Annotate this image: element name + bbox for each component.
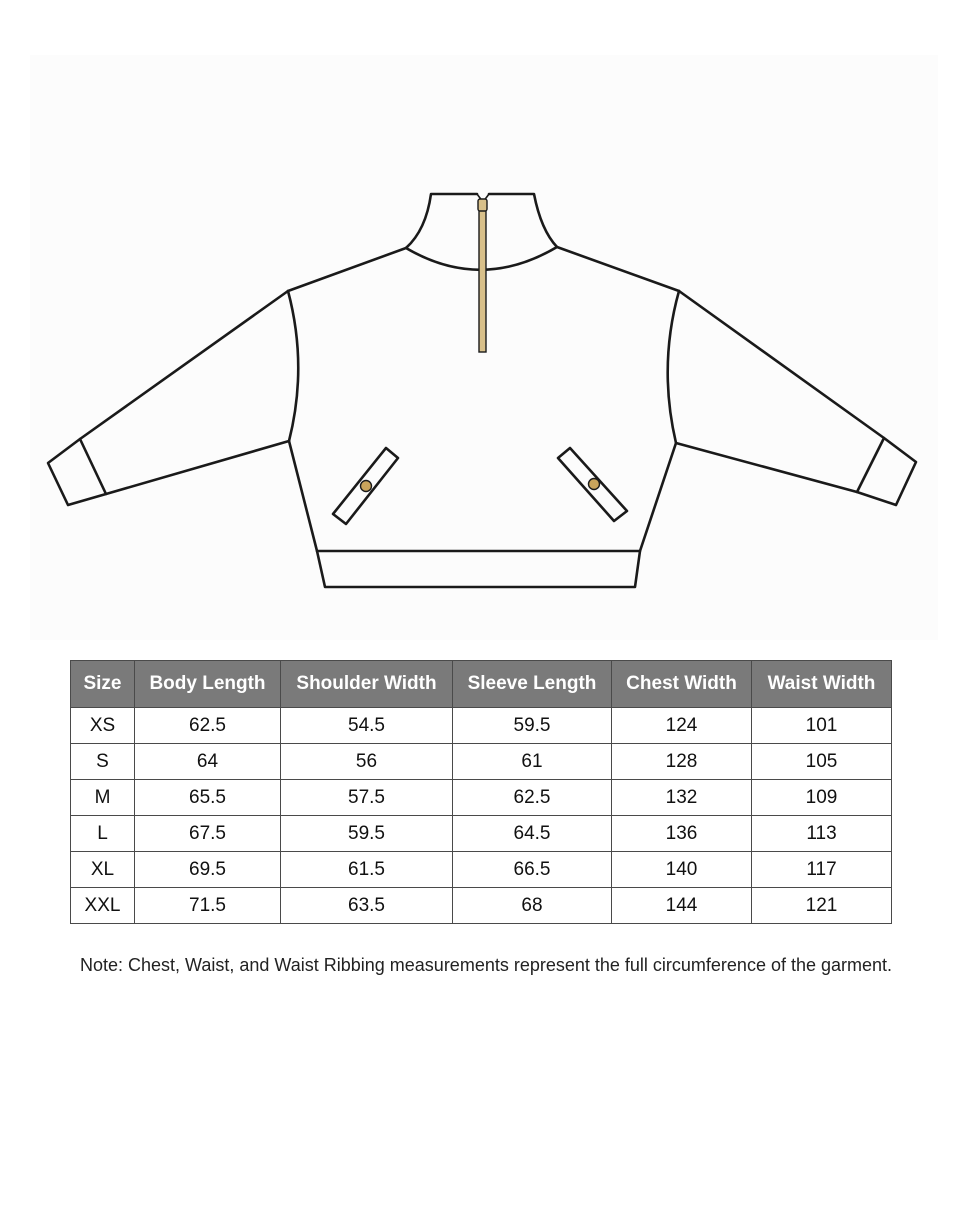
table-row (71, 780, 892, 816)
zipper-icon (477, 194, 489, 352)
right-body-side (640, 443, 676, 551)
cell-chest-width: 140 (612, 852, 752, 888)
cell-waist-width: 117 (752, 852, 892, 888)
size-chart-table (70, 660, 892, 924)
left-shoulder (288, 248, 406, 291)
cell-waist-width: 101 (752, 708, 892, 744)
cell-shoulder-width: 54.5 (281, 708, 453, 744)
cell-sleeve-length: 62.5 (453, 780, 612, 816)
cell-chest-width: 124 (612, 708, 752, 744)
left-sleeve-bottom (106, 441, 289, 494)
cell-size: L (71, 816, 135, 852)
cell-shoulder-width: 63.5 (281, 888, 453, 924)
cell-body-length: 64 (135, 744, 281, 780)
cell-body-length: 65.5 (135, 780, 281, 816)
cell-sleeve-length: 64.5 (453, 816, 612, 852)
left-body-side (289, 441, 317, 551)
left-sleeve-top (80, 291, 288, 439)
header-sleeve-length: Sleeve Length (453, 661, 612, 708)
cell-body-length: 71.5 (135, 888, 281, 924)
cell-shoulder-width: 59.5 (281, 816, 453, 852)
right-sleeve-bottom (676, 443, 857, 492)
header-shoulder-width: Shoulder Width (281, 661, 453, 708)
measurement-note: Note: Chest, Waist, and Waist Ribbing measurements represent the full circumference of the garment. (80, 955, 893, 975)
cell-sleeve-length: 59.5 (453, 708, 612, 744)
cell-body-length: 62.5 (135, 708, 281, 744)
cell-body-length: 69.5 (135, 852, 281, 888)
table-row (71, 744, 892, 780)
cell-size: XXL (71, 888, 135, 924)
right-shoulder (557, 247, 679, 291)
header-size: Size (71, 661, 135, 708)
table-row (71, 888, 892, 924)
cell-shoulder-width: 56 (281, 744, 453, 780)
cell-shoulder-width: 57.5 (281, 780, 453, 816)
table-row (71, 708, 892, 744)
left-pocket-button-icon (361, 481, 372, 492)
right-armhole (668, 291, 679, 443)
cell-waist-width: 109 (752, 780, 892, 816)
cell-waist-width: 121 (752, 888, 892, 924)
cell-shoulder-width: 61.5 (281, 852, 453, 888)
cell-size: XL (71, 852, 135, 888)
cell-waist-width: 105 (752, 744, 892, 780)
header-chest-width: Chest Width (612, 661, 752, 708)
cell-size: M (71, 780, 135, 816)
cell-size: XS (71, 708, 135, 744)
cell-size: S (71, 744, 135, 780)
right-cuff (857, 438, 916, 505)
cell-chest-width: 144 (612, 888, 752, 924)
waistband (317, 551, 640, 587)
table-row (71, 816, 892, 852)
table-row (71, 852, 892, 888)
right-pocket-button-icon (589, 479, 600, 490)
header-waist-width: Waist Width (752, 661, 892, 708)
cell-waist-width: 113 (752, 816, 892, 852)
table-header-row (71, 661, 892, 708)
header-body-length: Body Length (135, 661, 281, 708)
left-cuff (48, 439, 106, 505)
cell-chest-width: 128 (612, 744, 752, 780)
cell-sleeve-length: 68 (453, 888, 612, 924)
cell-body-length: 67.5 (135, 816, 281, 852)
cell-sleeve-length: 61 (453, 744, 612, 780)
cell-sleeve-length: 66.5 (453, 852, 612, 888)
left-armhole (288, 291, 298, 441)
right-sleeve-top (679, 291, 884, 438)
cell-chest-width: 136 (612, 816, 752, 852)
cell-chest-width: 132 (612, 780, 752, 816)
